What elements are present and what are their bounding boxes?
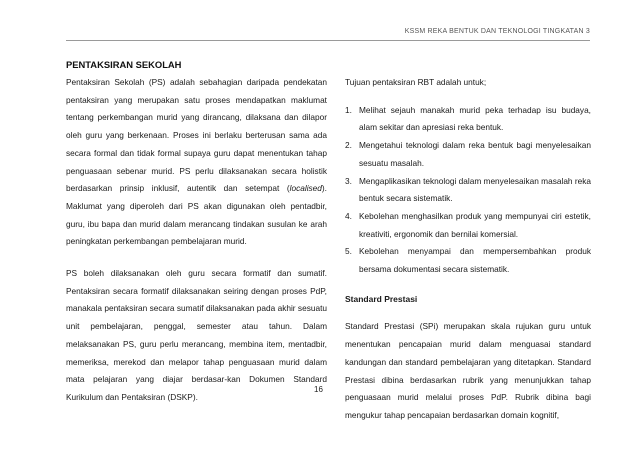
list-item xyxy=(345,243,591,278)
list-item-number: 2. xyxy=(345,140,352,151)
header-divider xyxy=(66,40,590,41)
list-item-text: Mengetahui teknologi dalam reka bentuk bagi menyelesaikan sesuatu masalah. xyxy=(359,140,591,168)
list-item-text: Melihat sejauh manakah murid peka terhadap isu budaya, alam sekitar dan apresiasi reka bentuk. xyxy=(359,104,591,133)
standard-paragraph: Standard Prestasi (SPi) merupakan skala rujukan guru untuk menentukan pencapaian murid dalam menguasai standard kandungan dan standard pembelajaran yang ditetapkan. Standard Prestasi dibina berdasarkan rubrik yang menunjukkan tahap penguasaan murid melalui proses PdP. Rubrik dibina bagi mengukur tahap pencapaian berdasarkan domain kognitif, xyxy=(345,321,591,420)
list-item-text: Kebolehan menyampai dan mempersembahkan produk bersama dokumentasi secara sistematik. xyxy=(359,246,591,275)
list-item-text: Kebolehan menghasilkan produk yang mempunyai ciri estetik, kreativiti, ergonomik dan bernilai komersial. xyxy=(359,210,591,239)
left-paragraph-1-part-a: Pentaksiran Sekolah (PS) adalah sebahagian daripada pendekatan pentaksiran yang merupakan satu proses mendapatkan maklumat tentang perkembangan murid yang dirancang, dilaksana dan dilapor oleh guru yang berkenaan. Proses ini berlaku berterusan sama ada secara formal dan tidak formal supaya guru dapat menentukan tahap penguasaan sebenar murid. PS perlu dilaksanakan secara holistik berdasarkan prinsip inklusif, autentik dan setempat ( xyxy=(66,77,327,194)
section-title: PENTAKSIRAN SEKOLAH xyxy=(66,59,182,70)
list-item-text: Mengaplikasikan teknologi dalam menyelesaikan masalah reka bentuk secara sistematik. xyxy=(359,175,591,204)
purpose-intro: Tujuan pentaksiran RBT adalah untuk; xyxy=(345,77,487,87)
list-item-number: 4. xyxy=(345,210,352,221)
right-column xyxy=(345,74,591,425)
left-paragraph-2: PS boleh dilaksanakan oleh guru secara formatif dan sumatif. Pentaksiran secara formatif dilaksanakan seiring dengan proses PdP, manakala pentaksiran secara sumatif dilaksanakan pada akhir sesuatu unit pembelajaran, penggal, semester atau tahun. Dalam melaksanakan PS, guru perlu merancang, membina item, mentadbir, memeriksa, merekod dan melapor tahap penguasaan murid dalam mata pelajaran yang diajar berdasar-kan Dokumen Standard Kurikulum dan Pentaksiran (DSKP). xyxy=(66,268,327,402)
subsection-heading: Standard Prestasi xyxy=(345,293,418,304)
running-header: KSSM REKA BENTUK DAN TEKNOLOGI TINGKATAN 3 xyxy=(404,28,590,35)
list-item xyxy=(345,137,591,172)
list-item-number: 5. xyxy=(345,246,352,257)
list-item xyxy=(345,173,591,208)
purpose-list xyxy=(345,102,591,279)
left-paragraph-1-italic-term: localised xyxy=(289,183,322,194)
left-column xyxy=(66,74,327,407)
list-item xyxy=(345,208,591,243)
left-paragraph-1-part-b: ). Maklumat yang diperoleh dari PS akan digunakan oleh pentadbir, guru, ibu bapa dan murid dalam merancang tindakan susulan ke arah peningkatan perkembangan pembelajaran murid. xyxy=(66,183,327,247)
list-item-number: 3. xyxy=(345,175,352,186)
list-item xyxy=(345,102,591,137)
list-item-number: 1. xyxy=(345,104,352,115)
page-number: 16 xyxy=(314,385,323,394)
left-paragraph-1 xyxy=(66,74,327,251)
